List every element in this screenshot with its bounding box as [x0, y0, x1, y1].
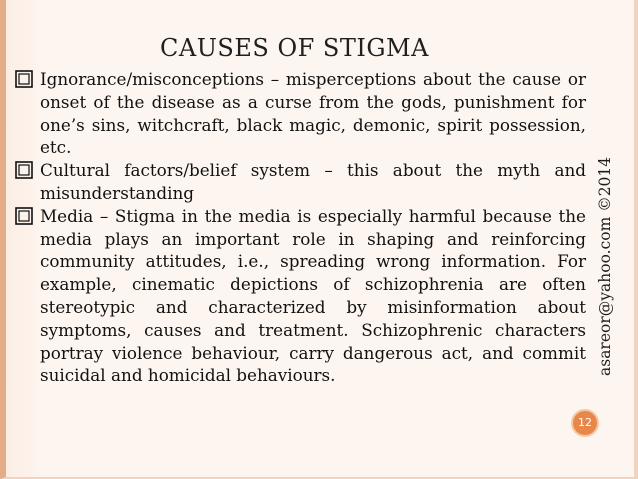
bullet-list: [14, 68, 586, 387]
bullet-text: Media – Stigma in the media is especially harmful because the media plays an important role in shaping and reinforcing community attitudes, i.e., spreading wrong information. For example, cinematic depictions of schizophrenia are often stereotypic and characterized by misinformation about symptoms, causes and treatment. Schizophrenic characters portray violence behaviour, carry dangerous act, and commit suicidal and homicidal behaviours.: [40, 205, 586, 386]
bullet-item-media: [14, 205, 586, 387]
bullet-item-ignorance: [14, 68, 586, 159]
page-number-badge: 12: [571, 409, 599, 437]
hollow-square-bullet-icon: [14, 206, 34, 226]
slide-title: CAUSES OF STIGMA: [160, 34, 429, 62]
side-credit: asareor@yahoo.com ©2014: [596, 156, 614, 376]
bullet-item-cultural: [14, 159, 586, 205]
hollow-square-bullet-icon: [14, 160, 34, 180]
bullet-text: Ignorance/misconceptions – misperceptions about the cause or onset of the disease as a curse from the gods, punishment for one’s sins, witchcraft, black magic, demonic, spirit possession, etc.: [40, 69, 586, 158]
bullet-text: Cultural factors/belief system – this about the myth and misunderstanding: [40, 160, 586, 203]
hollow-square-bullet-icon: [14, 69, 34, 89]
